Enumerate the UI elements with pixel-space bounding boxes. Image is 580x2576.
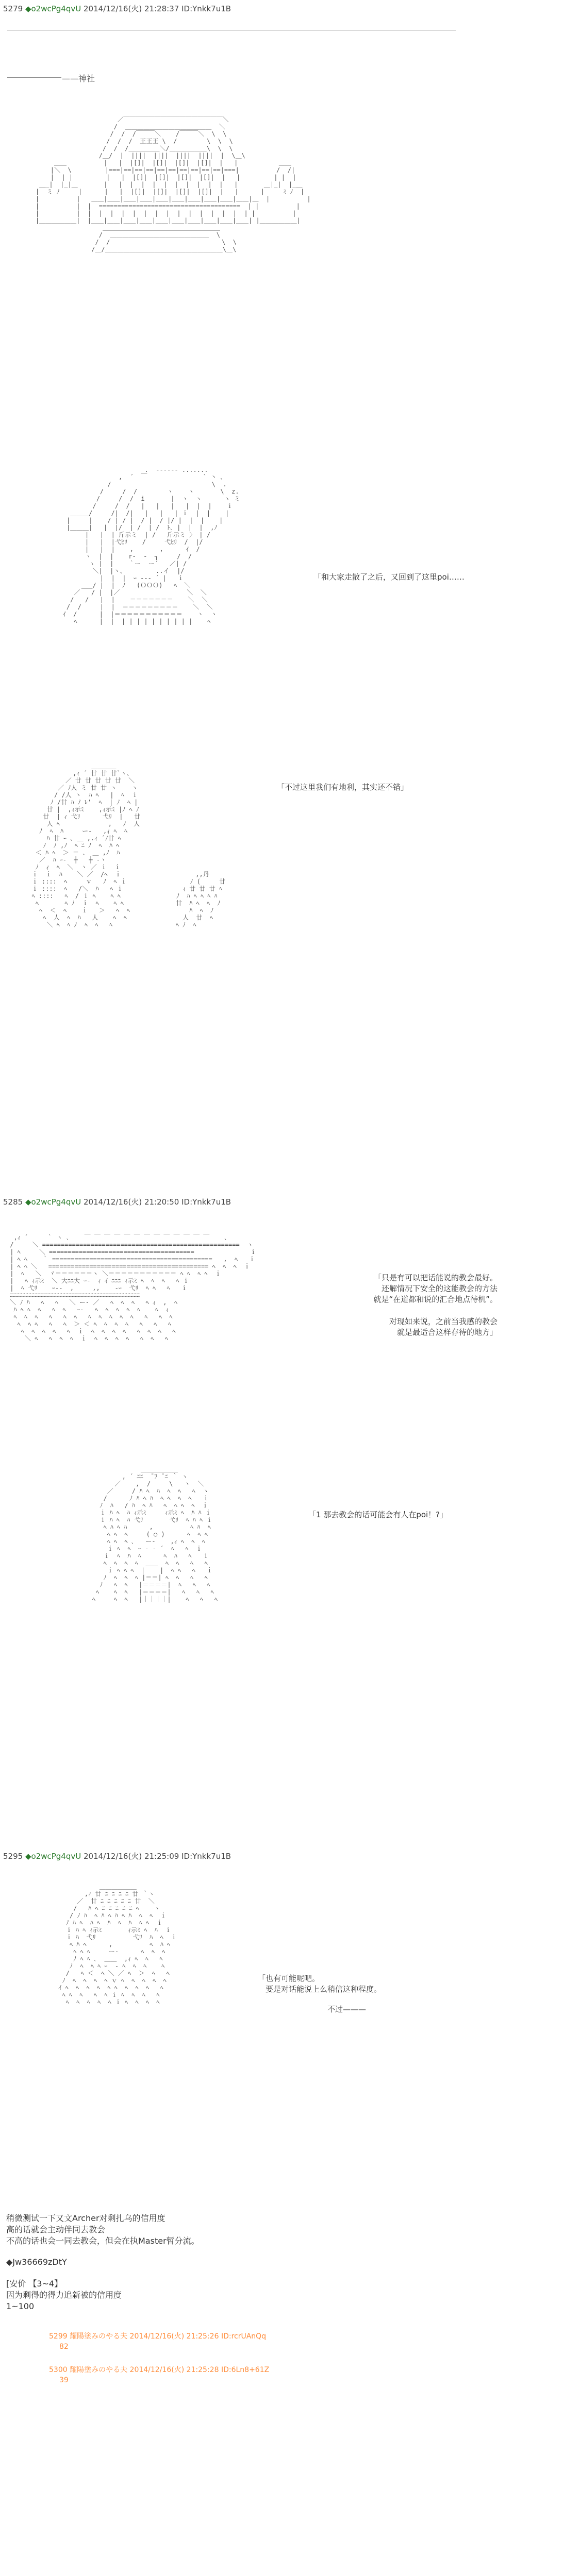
speech-line: 「和大家走散了之后，又回到了这里poi……	[313, 572, 465, 582]
reply-header	[49, 2365, 269, 2375]
speech-block	[258, 1973, 382, 1995]
speech-line: 「也有可能呢吧。	[258, 1974, 320, 1983]
reply-value: 39	[59, 2376, 69, 2384]
character-art: ＿＿＿＿＿＿ , ´ ﾆﾆ ̄ ﾌ ̄ ﾆ ｀ ヽ ／ , / \ ヽ ＼ ／ / ﾊ ﾍ ﾊ ﾍ ﾍ ﾍ ヽ / ﾉ ﾊ ﾍ ﾊ ﾍ ﾍ ﾍ ﾍ ｉ ﾉ ﾊ / ﾊ ﾍ ﾊ ﾍ ﾍ ﾍ ﾍ ｉ ｉ ﾊ ﾍ ﾊ ｨ示ﾐ ｨ示ﾐ ﾍ ﾊ ﾊ ｉ ｉ ﾊ ﾍ ﾊ 弋ﾘ 弋ﾘ ﾍ ﾊ ﾍ ｉ ﾍ ﾊ ﾍ ﾊ , ﾍ ﾊ ﾍ ﾍ ﾍ ﾍ ( ○ ) ﾍ ﾍ ﾍ ﾍ ﾍ ﾍ ､ ー‐ ,ｨ ﾍ ﾍ ﾍ ｉ ﾍ ﾍ ｰ - ‐ ´ ﾍ ﾍ ｉ ｉ ﾍ ﾊ ﾍ ﾍ ﾊ ﾍ ｉ ﾍ ﾍ ﾍ ﾍ ＿＿ ﾍ ﾍ ﾍ ﾍ ｉ ﾍ ﾍ ﾍ | | ﾍ ﾍ ﾍ ｉ ﾉ ﾍ ﾍ ﾍ |＝＝| ﾍ ﾍ ﾍ ﾍ ﾉ ﾍ ﾍ |＝＝＝＝| ﾍ ﾍ ﾍ ﾍ ﾍ ﾍ |＝＝＝＝| ﾍ ﾍ ﾍ ﾍ ﾍ ﾍ |｜｜｜｜| ﾍ ﾍ ﾍ	[92, 1466, 218, 1603]
character-art: ＿＿＿＿ ,ｨ ´ 廿 廿 廿`ヽ、 ／ 廿 廿 廿 廿 廿 ＼ ／ ﾉ人 ミ 廿 廿 ヽ ヽ / /人 ヽ ﾊ ﾍ | ﾍ ｉ ﾉ /廿 ﾊ ﾉ ﾚ' ﾍ | ﾉ ﾍ | 廿 | ,ｨ示ﾐ ,ｨ示ﾐ |ﾉ ﾍ ﾉ 廿 | ｨ 弋ﾘ 弋ﾘ | 廿 人 ﾍ , ﾉ 人 ﾉ ﾍ ﾊ ー‐ ,ｨ ﾍ ﾍ ﾊ 廿 ｰ ､ ＿ ,.ｨ ´ﾉ廿 ﾍ ﾉ ﾉ ,ﾉ ﾍ ﾆ ﾉ ﾍ ﾊ ﾍ ＜ ﾊ ﾍ ＞ ＝ 、 ＿ ,ﾉ ﾊ ／ ﾊ ｰ‐ ┼ ┼ ‐ヽ ﾉ ｨ ﾍ ＼ ヽ ／ ｉ ｉ ｉ ｉ ﾊ ＼ ／ /ﾍ ｉ ,,丹 ｉ :::: ﾍ ｖ ﾉ ﾍ ｉ ﾉ ( 廿 ｉ :::: ﾍ /＼ ﾊ ﾍ ｉ ｨ 廿 廿 廿 ﾍ ﾍ :::: ﾍ / ｉ ﾍ ﾍ ﾍ ﾉ ﾊ ﾍ ﾍ ﾍ ﾊ ﾍ ﾍ ﾉ ｉ ﾍ ﾍ ﾍ 廿 ﾊ ﾍ ﾍ ﾉ ﾍ ＜ ﾍ ｉ ＞ ﾍ ﾍ ﾊ ﾍ ﾉ ﾍ 人 ﾍ ﾊ 人 ﾍ ﾍ 人 廿 ﾍ ＼ ﾍ ﾍ ﾉ ﾍ ﾍ ﾍ ﾍ ﾉ ﾍ	[31, 762, 226, 928]
reply-datetime: 2014/12/16(火) 21:25:26	[129, 2332, 219, 2341]
poster-name[interactable]: ◆o2wcPg4qvU	[25, 4, 81, 13]
narration-line: 稍微测试一下又文Archer对剩扎乌的信用度	[6, 2213, 165, 2223]
narration-line: 不高的话也会一同去教会，但会在执Master暂分流。	[6, 2236, 200, 2246]
speech-line: 还解情况下安全的这能教会的方法	[381, 1284, 498, 1293]
speech-block	[330, 1316, 498, 1338]
post-header	[3, 1196, 231, 1207]
post-datetime: 2014/12/16(火) 21:20:50	[84, 1197, 179, 1207]
speech-line: 「只是有可以把话能说的教会最好。	[373, 1273, 498, 1282]
speech-line: 就是“在道都和说的汇合地点待机”。	[373, 1295, 498, 1304]
narration	[6, 2213, 200, 2247]
post-header	[3, 1851, 231, 1861]
character-art: ＿＿＿＿＿＿ ,ｨ 廿 ﾆ ﾆ ﾆ ﾆ 廿 ｀ヽ ／ 廿 ﾆ ﾆ ﾆ ﾆ ﾆ 廿 ＼ / ﾊ ﾍ ﾆ ﾆ ﾆ ﾆ ﾆ ﾍ ヽ / ﾉ ﾊ ﾍ ﾊ ﾍ ﾊ ﾍ ﾊ ﾍ ﾍ ｉ ﾉ ﾊ ﾍ ﾊ ﾍ ﾊ ﾍ ﾊ ﾍ ﾍ ｉ ｉ ﾊ ﾍ ｨ示ﾐ ｨ示ﾐ ﾍ ﾊ ｉ ｉ ﾊ 弋ﾘ 弋ﾘ ﾊ ﾍ ｉ ﾍ ﾊ ﾍ , ﾍ ﾊ ﾍ ﾍ ﾍ ﾍ ー‐ ﾍ ﾍ ﾍ ﾉ ﾍ ﾍ ､ ＿＿ ,ｨ ﾍ ﾍ ﾍ ﾉ ﾍ ﾍ ﾍ ｰ ‐ ﾍ ﾍ ﾍ ﾍ / ﾍ ＜ ﾍ ＼ ／ ﾍ ＞ ﾍ ﾍ ﾉ ﾍ ﾍ ﾍ ﾍ ｖ ﾍ ﾍ ﾍ ﾍ ﾍ ｲ ﾍ ﾍ ﾍ ﾍ ﾍ ﾍ ﾍ ﾍ ﾍ ﾍ ﾍ ﾍ ﾍ ﾍ ﾍ ｉ ﾍ ﾍ ﾍ ﾍ ﾍ ﾍ ﾍ ﾍ ﾍ ｉ ﾍ ﾍ ﾍ ﾍ	[58, 1883, 177, 2006]
reply-value: 82	[59, 2343, 69, 2351]
reply-id[interactable]: ID:6Ln8+61Z	[221, 2366, 270, 2374]
speech-line: 对现如来说，之前当我感的教会	[389, 1317, 498, 1326]
speech-line: 就是最适合这样存待的地方」	[396, 1328, 498, 1337]
post-datetime: 2014/12/16(火) 21:25:09	[84, 1852, 179, 1861]
reply	[49, 2331, 266, 2352]
test-title: [安价 【3~4】	[6, 2279, 63, 2289]
post-id[interactable]: ID:Ynkk7u1B	[181, 4, 231, 13]
poster-name[interactable]: ◆o2wcPg4qvU	[25, 1852, 81, 1861]
divider	[7, 77, 61, 78]
speech-line: 「1 那去教会的话可能会有人在poi！?」	[308, 1510, 448, 1519]
post-id[interactable]: ID:Ynkk7u1B	[181, 1197, 231, 1207]
speech-line: 不过———	[327, 2005, 367, 2014]
reply-name[interactable]: 耀陽塗みのやる夫	[70, 2366, 128, 2374]
scene-heading: ——神社	[62, 74, 95, 83]
reply	[49, 2365, 269, 2385]
post-datetime: 2014/12/16(火) 21:28:37	[84, 4, 179, 13]
post-number: 5285	[3, 1197, 23, 1207]
poster-name[interactable]: ◆o2wcPg4qvU	[25, 1197, 81, 1207]
test-block	[6, 2278, 122, 2312]
character-art: ,ｨ ´ ｀ ヽ ､ ￣ ￣ ￣ ￣ ￣ ￣ ￣ ￣ ￣ ￣ ￣ ￣ ￣ ､ / ＼ ===================================================== ヽ | ﾍ ＼ ======================================= ｉ | ﾍ ﾍ ｀ =========================================== , ﾍ ｉ | ﾍ ﾍ ＼ =========================================== ﾍ ﾍ ﾍ ｉ | ﾍ ＼ ヾ＝＝＝＝＝＝ヽ ＼＝＝＝＝＝＝＝＝＝＝＝ ﾍ ﾍ ﾍ ﾍ ｉ | ﾍ ｨ示ﾐ ＼ 大ﾆﾆ大 ｰ‐ ｨ ｲ ﾆﾆﾆ ｨ示ﾐ ﾍ ﾍ ﾍ ﾍ ｉ | ﾍ 弋ﾘ ｰ-‐ , ,, ‐ｰ 弋ﾘ ﾍ ﾍ ﾍ ｉ ﾆﾆﾆﾆﾆﾆﾆﾆﾆﾆﾆﾆﾆﾆﾆﾆﾆﾆﾆﾆﾆﾆﾆﾆﾆﾆﾆﾆﾆﾆﾆﾆﾆﾆﾆﾆﾆﾆﾆﾆﾆﾆ ＼ ﾉ ﾊ ﾍ ﾍ ＼ ー‐ ／ ﾍ ﾍ ﾍ ﾍ ｨ , ﾍ ﾊ ﾍ ﾍ ﾍ ﾍ ﾍ ｰ‐ ﾍ ﾍ ﾍ ﾍ ﾍ ﾍ ｨ ﾍ ﾍ ﾍ ﾍ ﾍ ﾍ ﾍ ﾍ ﾍ ﾍ ﾍ ﾍ ﾍ ﾍ ﾍ ﾍ ﾍ ﾍ ﾍ ＞ ＜ ﾍ ﾍ ﾍ ﾍ ﾍ ﾍ ﾍ ﾍ ﾍ ﾍ ﾍ ﾍ ｉ ﾍ ﾍ ﾍ ﾍ ﾍ ﾍ ﾍ ﾍ ＼ ﾍ ﾍ ﾍ ﾍ ｉ ﾍ ﾍ ﾍ ﾍ ﾍ ﾍ ﾍ	[10, 1234, 257, 1342]
post-number: 5295	[3, 1852, 23, 1861]
character-art: . ---‐‐‐ ....... , ´ ￣ ` 丶 、 / \ . / / / ヽ ヽ \ z. / / / i | ヽ ヽ ヽ ミ / / / | | | | | | ｉ ＿＿＿/ /| /| | | | ｉ | | | | | / | / | / | / |/ | | | | |＿＿＿| | |/ | / | / ﾄ､ | | | ,ﾉ | | | 斤示ミ | / 斤示ミ 〉 | / | | |弋ﾋﾘ / 弋ﾋﾘ / |/ | | | , , ｲ / ヽ | | r‐ ‐ ┐ / / ヽ | | ｀ー ー´ ／| / ＼| |ヽ、 ..イ |/ | | | ｰ --‐ ´ | ｉ ___/ | | ﾉ (ＯＯＯ) ﾍ ＼ ／ / | |／ ＼ ＼ / / | | ＝＝＝＝＝＝＝ ＼ ＼ / / | | ＝＝＝＝＝＝＝＝＝ ＼ ＼ ｲ / | |＝＝＝＝＝＝＝＝＝＝＝ ヽ ヽ ﾍ | | | | | | | | | | | | ﾍ	[62, 466, 240, 625]
anchor-name[interactable]: ◆Jw36669zDtY	[6, 2257, 67, 2267]
reply-header	[49, 2331, 266, 2342]
test-desc: 因为剩得的得力追新被的信用度	[6, 2290, 122, 2300]
speech-line: 要是对话能说上么稍信这种程度。	[266, 1985, 382, 1994]
reply-number: 5300	[49, 2366, 68, 2374]
reply-number: 5299	[49, 2332, 68, 2341]
narration-line: 高的话就会主动伴同去教会	[6, 2225, 106, 2234]
post-id[interactable]: ID:Ynkk7u1B	[181, 1852, 231, 1861]
reply-datetime: 2014/12/16(火) 21:25:28	[129, 2366, 219, 2374]
reply-id[interactable]: ID:rcrUAnQq	[221, 2332, 267, 2341]
post-header	[3, 3, 231, 14]
speech-block	[330, 1273, 498, 1305]
post-number: 5279	[3, 4, 23, 13]
test-range: 1~100	[6, 2301, 35, 2311]
speech-line: 「不过这里我们有地利，其实还不错」	[277, 783, 409, 792]
reply-name[interactable]: 耀陽塗みのやる夫	[70, 2332, 128, 2341]
shrine-art: ／￣￣￣￣￣￣￣￣￣￣￣￣￣￣￣￣＼ / ＿＿＿＿＿＿＿＿＿＿＿＿＿＿ ＼ / / /￣￣￣＼ /￣￣￣＼ \ \ / / / 王王王 \ / \ \ \ / / /＿＿＿＿＿＼/＿＿＿＿＿＿\ \ \ /＿/ | |||| |||| |||| |||| | \＿\ ＿＿ | | |[]| |[]| |[]| |[]| | | ＿＿ |＼ \ |===|==|==|==|==|==|==|==|==|==|===| / /| | | | | | |[]| |[]| |[]| |[]| | | | | | ＿_| |_|＿ | | | | | | | | | | | | ＿|_| |_＿ | ミ ﾉ | | | |[]| |[]| |[]| |[]| | | | ﾐ ﾉ | | | ＿＿|＿＿|＿＿|＿＿|＿＿|＿＿|＿＿|＿＿|＿＿|＿＿|＿ | | | | | ====================================== | | | | | | | | | | | | | | | | | | | | | | |＿＿＿＿＿＿| |＿＿|＿＿|＿＿|＿＿|＿＿|＿＿|＿＿|＿＿|＿＿|＿＿| |＿＿＿＿＿＿| ＿＿＿＿＿＿＿＿＿＿＿＿＿＿＿＿＿＿＿ / ＿＿＿＿＿＿＿＿＿＿＿＿＿＿＿＿ \ / / \ \ /＿/＿＿＿＿＿＿＿＿＿＿＿＿＿＿＿＿＿＿＿\＿\	[35, 116, 311, 253]
